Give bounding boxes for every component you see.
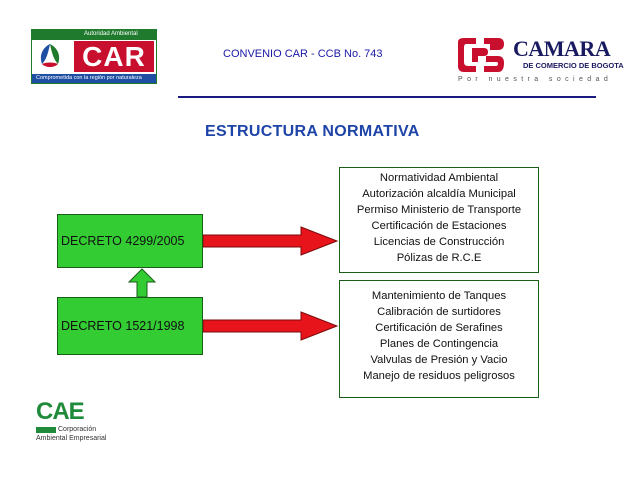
camara-logo-motto: Por nuestra sociedad (458, 76, 613, 83)
decree-box-1521-1998 (57, 297, 203, 355)
car-logo-slogan: Comprometida con la región por naturaleza (36, 75, 142, 81)
list-item: Certificación de Serafines (375, 322, 503, 334)
list-item: Pólizas de R.C.E (396, 252, 482, 264)
camara-logo-subtitle: DE COMERCIO DE BOGOTA (523, 61, 624, 70)
diagram-title: ESTRUCTURA NORMATIVA (205, 123, 420, 140)
car-logo-wordmark: CAR (74, 41, 154, 72)
list-item: Autorización alcaldía Municipal (362, 188, 516, 200)
list-item: Licencias de Construcción (373, 236, 505, 248)
cae-logo-line1: Corporación (58, 426, 97, 433)
cae-logo (34, 399, 114, 447)
list-item: Calibración de surtidores (377, 306, 501, 318)
decree-label: DECRETO 4299/2005 (61, 234, 185, 248)
decree-box-4299-2005 (57, 214, 203, 268)
requirements-list-box (339, 280, 539, 398)
header-title: CONVENIO CAR - CCB No. 743 (223, 48, 383, 60)
list-item: Permiso Ministerio de Transporte (356, 204, 522, 216)
list-item: Normatividad Ambiental (379, 172, 499, 184)
list-item: Mantenimiento de Tanques (371, 290, 507, 302)
arrow-decreto-1521-to-list-2 (203, 312, 337, 340)
arrow-decreto-4299-to-list-1 (203, 227, 337, 255)
requirements-list-box (339, 167, 539, 273)
cae-logo-bar (36, 427, 56, 433)
list-item: Planes de Contingencia (379, 338, 499, 350)
decree-label: DECRETO 1521/1998 (61, 319, 185, 333)
list-item: Certificación de Estaciones (371, 220, 507, 232)
list-item: Valvulas de Presión y Vacio (370, 354, 508, 366)
car-logo-tagline: Autoridad Ambiental (84, 31, 138, 37)
camara-logo-name: CAMARA (513, 36, 611, 61)
cae-logo-wordmark: CAE (36, 398, 84, 425)
cae-logo-line2: Ambiental Empresarial (36, 435, 107, 442)
arrow-decreto-1521-to-decreto-4299 (129, 269, 155, 297)
list-item: Manejo de residuos peligrosos (363, 370, 515, 382)
